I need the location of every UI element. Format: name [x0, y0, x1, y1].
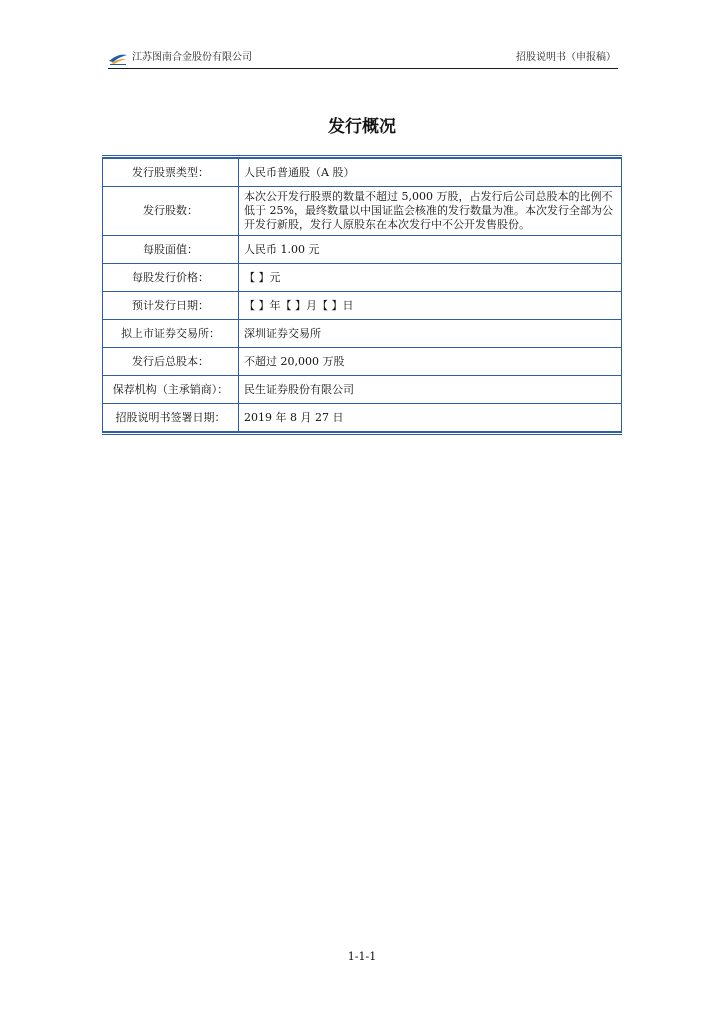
- row-label: 发行股票类型：: [103, 159, 239, 187]
- row-label: 发行股数：: [103, 187, 239, 236]
- table-row: [103, 159, 622, 187]
- company-logo-icon: [108, 51, 128, 65]
- table-row: [103, 404, 622, 432]
- row-value: 不超过 20,000 万股: [239, 348, 622, 376]
- table-row: [103, 236, 622, 264]
- table-row: [103, 264, 622, 292]
- row-value: 人民币 1.00 元: [239, 236, 622, 264]
- row-label: 发行后总股本：: [103, 348, 239, 376]
- document-type: 招股说明书（申报稿）: [516, 52, 616, 63]
- row-value: 本次公开发行股票的数量不超过 5,000 万股，占发行后公司总股本的比例不低于 25%，最终数量以中国证监会核准的发行数量为准。本次发行全部为公开发行新股，发行人原股东在本次发行中不公开发售股份。: [239, 187, 622, 236]
- row-label: 拟上市证券交易所：: [103, 320, 239, 348]
- row-label: 招股说明书签署日期：: [103, 404, 239, 432]
- row-label: 保荐机构（主承销商）：: [103, 376, 239, 404]
- table-row: [103, 187, 622, 236]
- table-row: [103, 292, 622, 320]
- row-label: 每股发行价格：: [103, 264, 239, 292]
- table-row: [103, 376, 622, 404]
- row-label: 预计发行日期：: [103, 292, 239, 320]
- row-value: 民生证券股份有限公司: [239, 376, 622, 404]
- row-value: 2019 年 8 月 27 日: [239, 404, 622, 432]
- row-value: 深圳证券交易所: [239, 320, 622, 348]
- row-value: 【 】年【 】月【 】日: [239, 292, 622, 320]
- company-name: 江苏图南合金股份有限公司: [132, 52, 252, 63]
- page-number: 1-1-1: [347, 950, 377, 963]
- page-header: [108, 50, 618, 69]
- row-value: 【 】元: [239, 264, 622, 292]
- issuance-overview-table: [102, 155, 622, 435]
- table-row: [103, 348, 622, 376]
- table-row: [103, 320, 622, 348]
- row-value: 人民币普通股（A 股）: [239, 159, 622, 187]
- page-title: 发行概况: [328, 117, 396, 137]
- row-label: 每股面值：: [103, 236, 239, 264]
